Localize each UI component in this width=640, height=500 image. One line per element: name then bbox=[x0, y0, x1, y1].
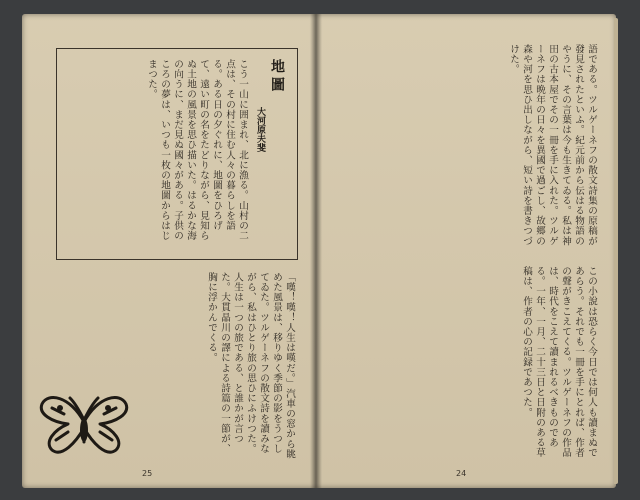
boxed-essay bbox=[56, 48, 298, 260]
left-page bbox=[22, 14, 316, 488]
essay-author: 大河原夫斐 bbox=[255, 107, 265, 152]
page-edges bbox=[614, 18, 618, 484]
right-upper-text: 語である。ツルゲーネフの散文詩集の原稿が發見されたといふ。紀元前から伝はる物語のやうに、その言葉は今も生きてゐる。私は神田の古本屋でその一冊を手に入れた。ツルゲーネフは晩年の日々を異國で過ごし、故郷の森や河を思ひ出しながら、短い詩を書きつづけた。 bbox=[508, 44, 597, 246]
page-number: 25 bbox=[142, 469, 153, 478]
right-page bbox=[316, 14, 616, 488]
binding-gutter bbox=[310, 14, 322, 488]
moth-illustration-icon bbox=[34, 382, 134, 466]
essay-body: こう一山に囲まれ、北に漁る。山村の二点は、その村に住む人々の暮らしを語る。ある日の夕ぐれに、地圖をひろげて、遠い町の名をたどりながら、見知らぬ土地の風景を思ひ描いた。はるかな海の向うに、まだ見ぬ國々がある。子供のころの夢は、いつも一枚の地圖からはじまつた。 bbox=[146, 59, 248, 241]
left-lower-text: 「嘆！嘆！人生は嘆だ。」汽車の窓から眺めた風景は、移りゆく季節の影をうつしてゐた。ツルゲーネフの散文詩を讀みながら、私はひとり旅の思ひにふけつた。人生は一つの旅である、と誰かが言つた。大貫晶川の譯による詩篇の一節が、胸に浮かんでくる。 bbox=[206, 272, 295, 460]
right-lower-text: この小說は恐らく今日では何人も讀まぬであらう。それでも一冊を手にとれば、作者の聲がきこえてくる。ツルゲーネフの作品は、時代をこえて讀まれるべきものである。一年、一月、二十三日と日附のある草稿は、作者の心の記録であつた。 bbox=[521, 266, 597, 458]
essay-title: 地圖 bbox=[269, 59, 285, 95]
page-number: 24 bbox=[456, 469, 467, 478]
